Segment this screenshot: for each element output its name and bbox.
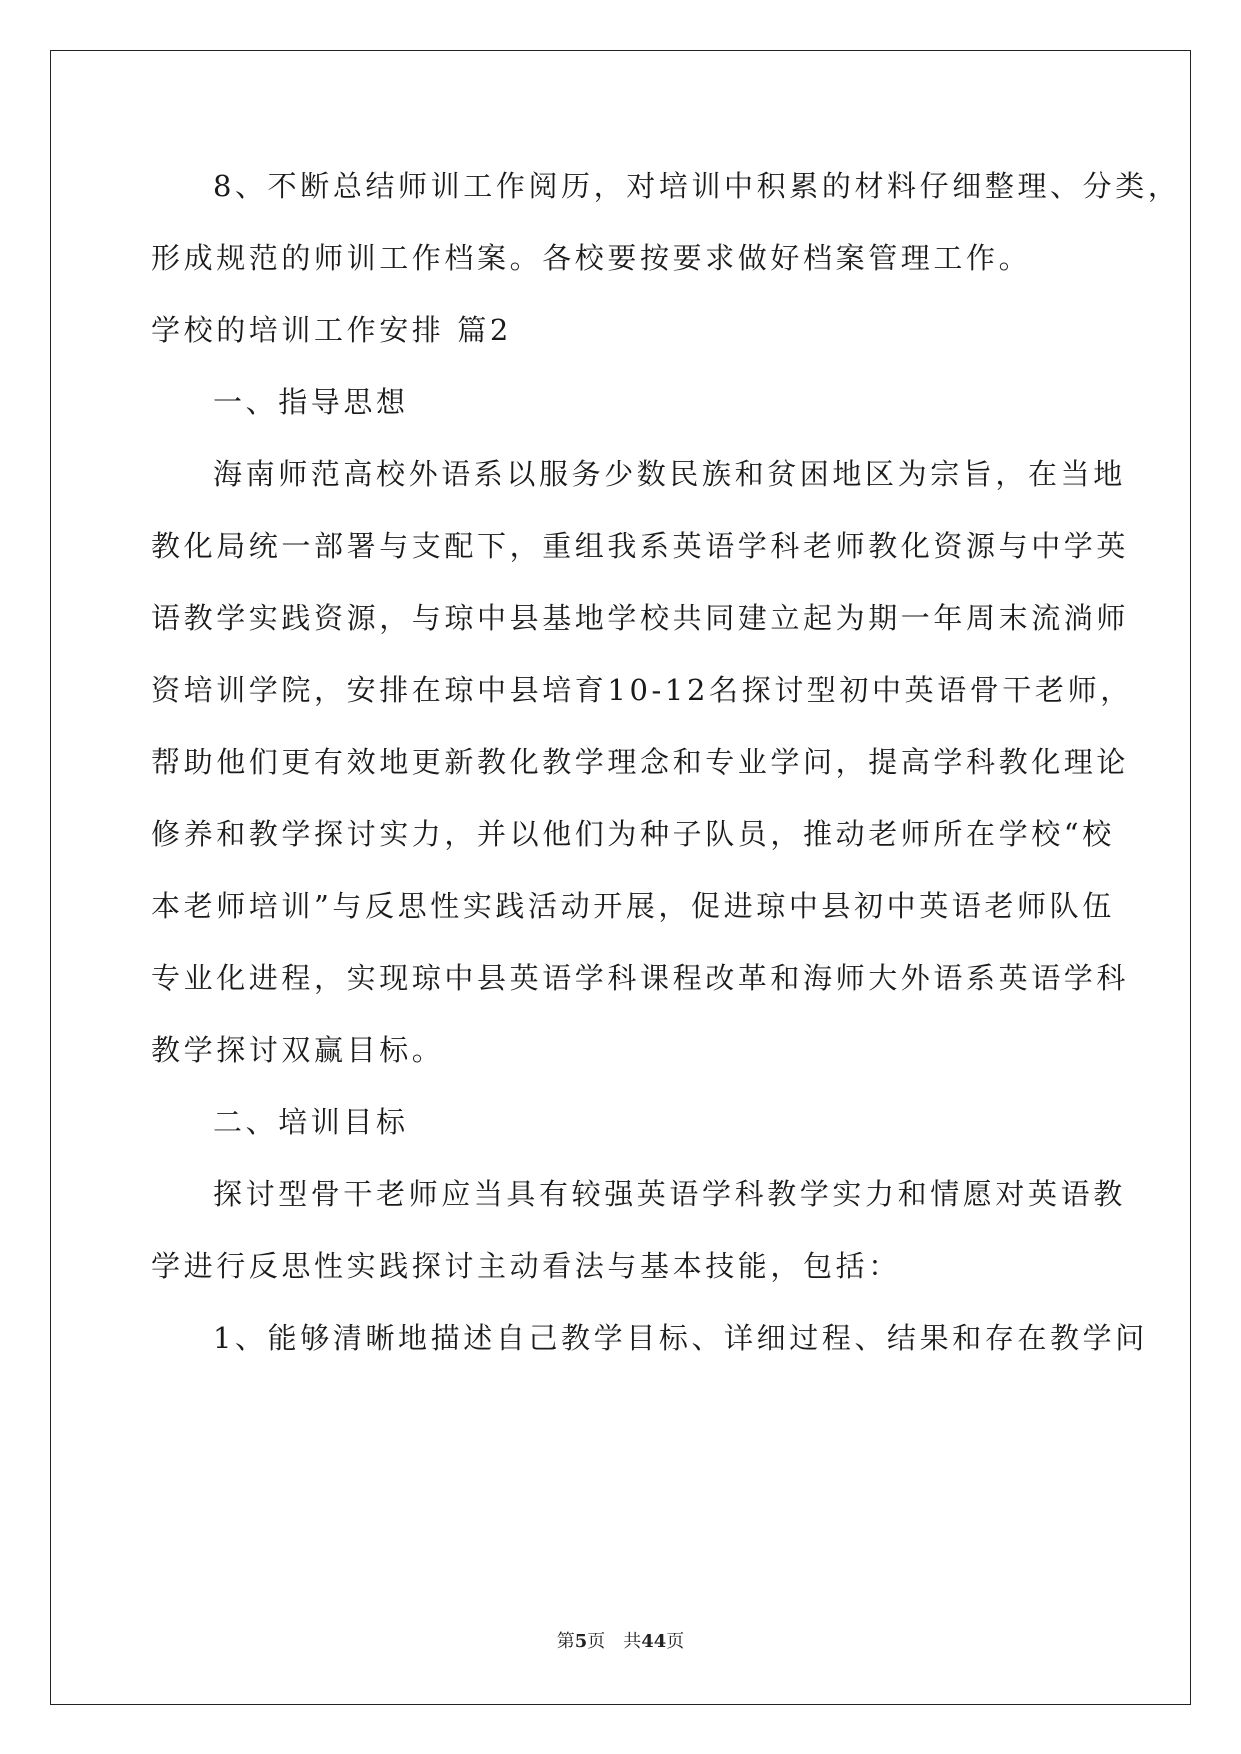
footer-prefix: 第 [556, 1631, 575, 1652]
text-line: 帮助他们更有效地更新教化教学理念和专业学问，提高学科教化理论 [151, 745, 1130, 779]
page-border [50, 50, 1191, 1705]
subheading: 二、培训目标 [213, 1105, 409, 1139]
text-line: 专业化进程，实现琼中县英语学科课程改革和海师大外语系英语学科 [151, 961, 1130, 995]
footer-mid: 页 共 [587, 1631, 642, 1652]
text-line: 探讨型骨干老师应当具有较强英语学科教学实力和情愿对英语教 [213, 1177, 1126, 1211]
section-heading: 学校的培训工作安排 篇2 [151, 313, 512, 347]
page-footer [0, 1627, 1241, 1653]
text-line: 本老师培训”与反思性实践活动开展，促进琼中县初中英语老师队伍 [151, 889, 1115, 923]
text-line: 教化局统一部署与支配下，重组我系英语学科老师教化资源与中学英 [151, 529, 1130, 563]
text-line: 语教学实践资源，与琼中县基地学校共同建立起为期一年周末流淌师 [151, 601, 1130, 635]
text-line: 1、能够清晰地描述自己教学目标、详细过程、结果和存在教学问 [213, 1321, 1148, 1355]
current-page-number: 5 [574, 1631, 588, 1652]
text-line: 教学探讨双赢目标。 [151, 1033, 445, 1067]
text-line: 资培训学院，安排在琼中县培育10-12名探讨型初中英语骨干老师， [151, 673, 1133, 707]
text-line: 形成规范的师训工作档案。各校要按要求做好档案管理工作。 [151, 241, 1032, 275]
footer-suffix: 页 [666, 1631, 685, 1652]
text-line: 海南师范高校外语系以服务少数民族和贫困地区为宗旨，在当地 [213, 457, 1126, 491]
text-line: 学进行反思性实践探讨主动看法与基本技能，包括： [151, 1249, 901, 1283]
text-line: 8、不断总结师训工作阅历，对培训中积累的材料仔细整理、分类， [213, 169, 1181, 203]
text-line: 修养和教学探讨实力，并以他们为种子队员，推动老师所在学校“校 [151, 817, 1115, 851]
subheading: 一、指导思想 [213, 385, 409, 419]
total-page-count: 44 [641, 1631, 667, 1652]
